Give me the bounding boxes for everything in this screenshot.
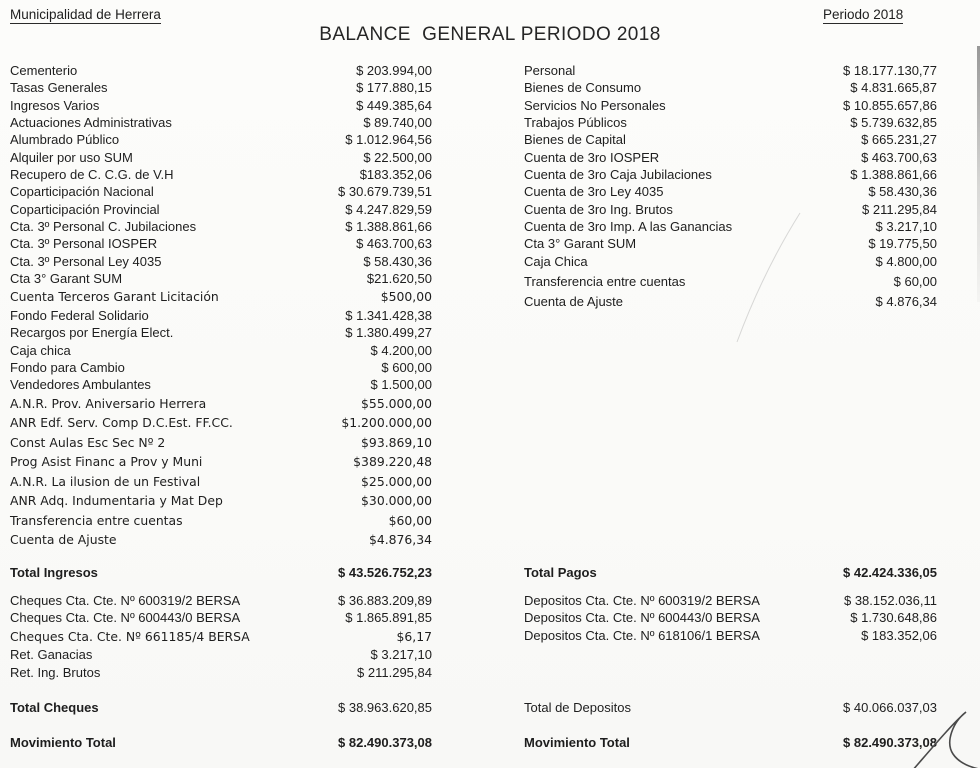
ledger-row [10,376,432,393]
entry-label: Caja chica [10,342,71,358]
ledger-row [10,114,432,131]
entry-label: Tasas Generales [10,80,108,96]
entry-amount: $ 4.247.829,59 [345,201,432,217]
total-cheques-amount: $ 38.963.620,85 [338,700,432,715]
entry-label: Fondo para Cambio [10,360,125,375]
entry-label: Coparticipación Provincial [10,201,160,217]
entry-amount: $ 183.352,06 [861,627,937,643]
ledger-row [524,183,937,200]
entry-label: Cheques Cta. Cte. Nº 600319/2 BERSA [10,593,241,608]
entry-label: Cuenta de 3ro Imp. A las Ganancias [524,219,733,235]
ledger-row [524,253,937,270]
ledger-row [524,79,937,96]
ledger-row [10,394,432,414]
entry-amount: $ 1.341.428,38 [345,307,432,323]
entry-amount: $ 4.800,00 [875,253,937,269]
entry-amount: $ 5.739.632,85 [850,115,937,131]
deposito-row [524,609,937,626]
ledger-row [10,530,432,550]
total-pagos-amount: $ 42.424.336,05 [843,565,937,580]
entry-amount: $ 3.217,10 [370,647,432,663]
ledger-row [10,131,432,148]
entry-amount: $ 22.500,00 [363,149,432,165]
entry-label: Ret. Ing. Brutos [10,664,101,680]
entry-label: Servicios No Personales [524,97,666,113]
entry-amount: $6,17 [396,628,432,644]
movimiento-total-amount: $ 82.490.373,08 [338,735,432,750]
entry-amount: $21.620,50 [366,271,432,287]
entry-amount: $ 1.388.861,66 [850,167,937,183]
entry-amount: $ 4.200,00 [370,342,432,358]
document-title: BALANCE GENERAL PERIODO 2018 [319,24,661,45]
ledger-row [10,511,432,531]
entry-amount: $ 58.430,36 [363,253,432,269]
ledger-row [524,62,937,79]
entry-amount: $55.000,00 [361,395,432,411]
entry-label: Actuaciones Administrativas [10,115,172,131]
entry-label: Cuenta Terceros Garant Licitación [10,289,219,305]
entry-amount: $ 1.500,00 [370,377,432,393]
entry-label: Cuenta de Ajuste [10,532,117,548]
entry-amount: $ 89.740,00 [363,115,432,131]
entry-label: Vendedores Ambulantes [10,377,151,393]
entry-amount: $ 211.295,84 [357,664,432,680]
deposito-row [524,627,937,644]
total-depositos-amount: $ 40.066.037,03 [843,700,937,715]
entry-amount: $389.220,48 [353,454,432,470]
entry-amount: $ 3.217,10 [875,219,937,235]
entry-label: Recargos por Energía Elect. [10,325,174,341]
entry-label: Const Aulas Esc Sec Nº 2 [10,434,166,450]
cheque-row [10,627,432,647]
entry-amount: $25.000,00 [361,473,432,489]
entry-label: Depositos Cta. Cte. Nº 600319/2 BERSA [524,593,760,608]
entry-amount: $30.000,00 [361,493,432,509]
ledger-row [524,293,937,310]
entry-label: Cuenta de Ajuste [524,294,624,310]
ledger-row [10,218,432,235]
entry-amount: $ 30.679.739,51 [338,184,432,200]
total-depositos-row [524,700,937,715]
entry-amount: $ 203.994,00 [356,63,432,78]
entry-label: Cuenta de 3ro IOSPER [524,149,660,165]
entry-label: A.N.R. Prov. Aniversario Herrera [10,395,207,411]
entry-label: Alquiler por uso SUM [10,149,133,165]
entry-amount: $ 600,00 [381,360,432,375]
entry-label: Transferencia entre cuentas [524,274,686,290]
cheque-row [10,592,432,609]
ledger-row [10,307,432,324]
ledger-row [10,342,432,359]
ledger-row [10,413,432,433]
entry-label: Cuenta de 3ro Ing. Brutos [524,201,673,217]
entry-label: Depositos Cta. Cte. Nº 600443/0 BERSA [524,610,760,626]
entry-label: Cuenta de 3ro Ley 4035 [524,184,664,200]
entry-amount: $4.876,34 [368,532,432,548]
ledger-row [10,79,432,96]
entry-label: Caja Chica [524,253,588,269]
entry-label: Ret. Ganacias [10,647,93,663]
entry-label: Personal [524,63,576,78]
ledger-row [10,253,432,270]
ledger-row [10,452,432,472]
entry-label: Fondo Federal Solidario [10,307,149,323]
total-ingresos-label: Total Ingresos [10,565,98,580]
total-cheques-row [10,700,432,715]
entry-label: Cuenta de 3ro Caja Jubilaciones [524,167,712,183]
entry-amount: $ 10.855.657,86 [843,97,937,113]
entry-amount: $ 177.880,15 [356,80,432,96]
entry-label: Cementerio [10,63,78,78]
entry-amount: $ 1.730.648,86 [850,610,937,626]
entry-label: ANR Edf. Serv. Comp D.C.Est. FF.CC. [10,415,233,431]
entry-amount: $ 1.865.891,85 [345,610,432,626]
total-ingresos-amount: $ 43.526.752,23 [338,565,432,580]
period-label: Periodo 2018 [823,7,904,22]
ledger-row [10,97,432,114]
entry-amount: $ 36.883.209,89 [338,593,432,608]
entry-label: Cta. 3º Personal C. Jubilaciones [10,219,197,235]
ledger-row [524,97,937,114]
ledger-row [10,166,432,183]
entry-amount: $ 1.380.499,27 [345,325,432,341]
deposito-row [524,592,937,609]
entry-amount: $ 1.012.964,56 [345,132,432,148]
org-name: Municipalidad de Herrera [10,7,161,22]
entry-label: Cta. 3º Personal IOSPER [10,236,158,252]
ledger-row [10,433,432,453]
entry-label: Trabajos Públicos [524,115,627,131]
ledger-row [524,235,937,252]
movimiento-total-label: Movimiento Total [10,735,116,750]
ledger-row [524,131,937,148]
ledger-row [10,62,432,79]
entry-amount: $ 211.295,84 [862,201,937,217]
ledger-row [524,273,937,290]
entry-label: Recupero de C. C.G. de V.H [10,167,174,183]
movimiento-total-amount: $ 82.490.373,08 [843,735,937,750]
movimiento-total-left-row [10,735,432,750]
entry-amount: $93.869,10 [361,434,432,450]
ledger-row [10,324,432,341]
ledger-row [10,183,432,200]
pagos-section [524,62,937,311]
entry-label: Depositos Cta. Cte. Nº 618106/1 BERSA [524,627,760,643]
entry-amount: $ 1.388.861,66 [345,219,432,235]
entry-label: Prog Asist Financ a Prov y Muni [10,454,203,470]
entry-amount: $ 4.876,34 [875,294,937,310]
cheque-row [10,664,432,681]
entry-label: Cheques Cta. Cte. Nº 661185/4 BERSA [10,628,250,644]
movimiento-total-right-row [524,735,937,750]
ledger-row [524,149,937,166]
ledger-row [10,472,432,492]
entry-amount: $ 19.775,50 [868,236,937,252]
entry-label: Cheques Cta. Cte. Nº 600443/0 BERSA [10,610,241,626]
entry-amount: $ 18.177.130,77 [843,63,937,78]
entry-label: Alumbrado Público [10,132,120,148]
total-depositos-label: Total de Depositos [524,700,631,715]
entry-label: A.N.R. La ilusion de un Festival [10,473,201,489]
total-cheques-label: Total Cheques [10,700,99,715]
total-pagos-row [524,565,937,580]
cheque-row [10,646,432,663]
entry-label: Cta. 3º Personal Ley 4035 [10,253,162,269]
depositos-section [524,592,937,644]
ledger-row [10,491,432,511]
entry-amount: $500,00 [380,289,432,305]
entry-label: ANR Adq. Indumentaria y Mat Dep [10,493,223,509]
entry-label: Coparticipación Nacional [10,184,154,200]
entry-amount: $ 4.831.665,87 [850,80,937,96]
entry-amount: $ 38.152.036,11 [843,593,937,608]
entry-label: Ingresos Varios [10,97,100,113]
total-ingresos-row [10,565,432,580]
entry-amount: $ 449.385,64 [356,97,432,113]
ledger-row [10,235,432,252]
entry-label: Bienes de Capital [524,132,626,148]
entry-label: Cta 3° Garant SUM [524,236,637,252]
ledger-row [10,359,432,376]
entry-amount: $ 60,00 [893,274,937,290]
entry-amount: $183.352,06 [359,167,432,183]
ledger-row [10,201,432,218]
entry-amount: $ 463.700,63 [861,149,937,165]
ledger-row [524,166,937,183]
entry-label: Bienes de Consumo [524,80,642,96]
ledger-row [10,287,432,307]
entry-label: Transferencia entre cuentas [10,512,183,528]
movimiento-total-label: Movimiento Total [524,735,630,750]
total-pagos-label: Total Pagos [524,565,597,580]
entry-label: Cta 3° Garant SUM [10,271,123,287]
ledger-row [524,114,937,131]
ingresos-section [10,62,432,550]
ledger-row [524,201,937,218]
ledger-row [10,270,432,287]
cheques-section [10,592,432,681]
ledger-row [10,149,432,166]
entry-amount: $ 665.231,27 [861,132,937,148]
entry-amount: $60,00 [388,512,432,528]
ledger-row [524,218,937,235]
entry-amount: $ 463.700,63 [356,236,432,252]
entry-amount: $1.200.000,00 [341,415,432,431]
cheque-row [10,609,432,626]
entry-amount: $ 58.430,36 [868,184,937,200]
